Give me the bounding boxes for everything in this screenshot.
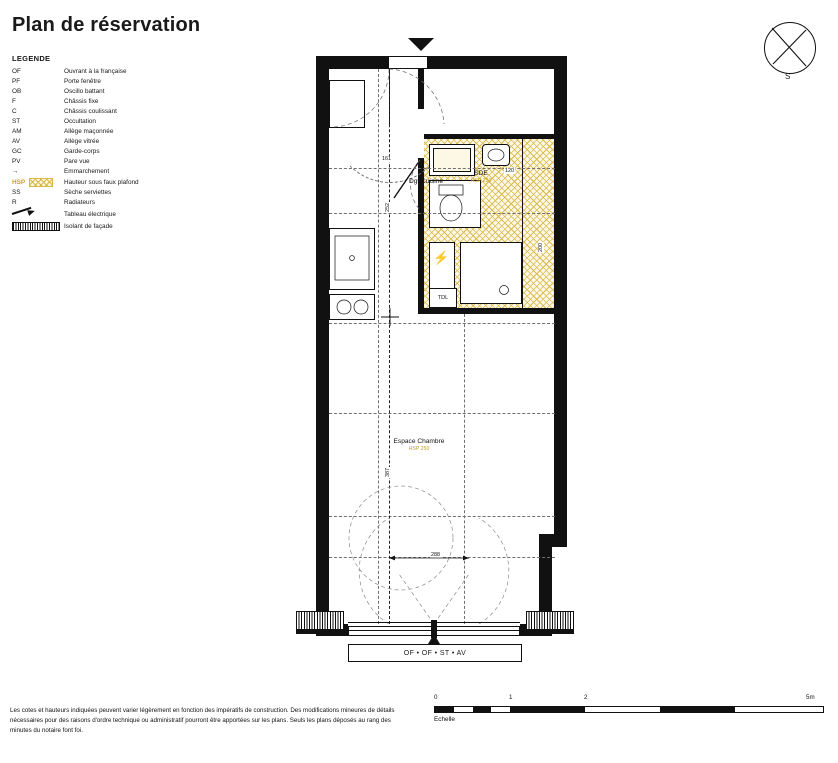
appliance-icon — [460, 242, 522, 304]
legend-desc: Emmarchement — [64, 168, 110, 175]
legend-desc: Oscillo battant — [64, 88, 105, 95]
sde-inner-edge — [522, 139, 523, 308]
legend-panel — [12, 54, 242, 232]
legend-desc: Radiateurs — [64, 199, 95, 207]
legend-row — [12, 208, 239, 221]
legend-row — [12, 147, 239, 157]
footer-note: Les cotes et hauteurs indiquées peuvent varier légèrement en fonction des impératifs de construction. Des modifications mineures de détails nécessaires pour des raisons d'ordre technique ou administratif pourront être apportées sur les plans. Seuls les plans déposés au rang des minutes du notaire font foi. — [10, 707, 395, 735]
room-name: Dgt/Cuisine — [408, 178, 444, 185]
legend-heading: LEGENDE — [12, 54, 51, 63]
legend-code: AM — [12, 128, 22, 135]
sink-icon — [329, 228, 375, 290]
insulation-right — [526, 611, 574, 631]
legend-desc: Allège maçonnée — [64, 128, 114, 135]
room-label-bedroom — [364, 438, 474, 452]
legend-code: SS — [12, 189, 21, 197]
scale-label: Echelle — [434, 716, 455, 723]
dim-387: 387 — [385, 468, 391, 477]
floor-plan — [286, 38, 586, 658]
scale-tick: 2 — [584, 694, 588, 701]
scale-tick: 1 — [509, 694, 513, 701]
dash-line-h-1 — [329, 168, 555, 169]
legend-code: AV — [12, 138, 21, 145]
legend-desc: Garde-corps — [64, 148, 100, 155]
legend-code: HSP — [12, 179, 26, 187]
legend-row — [12, 77, 239, 87]
dash-line-h-4 — [329, 413, 555, 414]
legend-desc: Pare vue — [64, 158, 90, 165]
legend-row — [12, 157, 239, 167]
legend-desc: Châssis coulissant — [64, 108, 117, 115]
legend-row — [12, 87, 239, 97]
room-hsp: HSP 230 — [470, 177, 492, 184]
legend-row — [12, 67, 239, 77]
wc-icon — [436, 184, 466, 224]
legend-row — [12, 167, 239, 177]
tableau-electrique-icon — [12, 209, 38, 217]
axis-cross-icon — [381, 308, 399, 326]
legend-desc: Ouvrant à la française — [64, 68, 127, 75]
electrical-bolt-icon: ⚡ — [433, 250, 450, 265]
entry-arrow-icon — [408, 38, 434, 51]
compass-rose — [760, 18, 822, 80]
legend-desc: Hauteur sous faux plafond — [64, 178, 139, 186]
legend-code: OF — [12, 68, 21, 75]
glazing-swing-arcs-icon — [341, 478, 531, 628]
legend-code: F — [12, 98, 16, 105]
legend-desc: Porte fenêtre — [64, 78, 101, 85]
tdl-box: TDL — [429, 288, 457, 308]
dash-line-h-3 — [329, 323, 555, 324]
legend-row — [12, 221, 239, 232]
dash-line-h-2 — [329, 213, 555, 214]
room-name: SDE — [474, 170, 488, 177]
legend-row — [12, 198, 239, 208]
legend-desc: Allège vitrée — [64, 138, 100, 145]
legend-code: PF — [12, 78, 21, 85]
room-hsp: HSP 250 — [408, 445, 430, 452]
hatch-swatch-icon — [29, 178, 53, 187]
legend-code: PV — [12, 158, 21, 165]
joinery-label: OF • OF • ST • AV — [348, 644, 522, 662]
room-name: Espace Chambre — [393, 438, 445, 445]
emmarchement-arrow-icon: → — [12, 168, 19, 175]
legend-row — [12, 137, 239, 147]
dim-120: 120 — [505, 168, 514, 174]
legend-row — [12, 127, 239, 137]
isolant-facade-icon — [12, 222, 60, 231]
dim-288: 288 — [431, 552, 440, 558]
partition-sde-bottom — [418, 308, 554, 314]
legend-code: R — [12, 199, 17, 207]
legend-desc: Sèche serviettes — [64, 189, 112, 197]
scale-bar-graphic — [434, 706, 824, 713]
legend-row — [12, 177, 239, 188]
insulation-right-base — [526, 629, 574, 634]
scale-tick: 0 — [434, 694, 438, 701]
legend-desc: Isolant de façade — [64, 222, 113, 230]
insulation-left-base — [296, 629, 344, 634]
washbasin-icon — [482, 144, 510, 166]
dim-252: 252 — [385, 203, 391, 212]
wall-right-upper — [554, 56, 567, 546]
legend-desc: Châssis fixe — [64, 98, 99, 105]
legend-code: OB — [12, 88, 22, 95]
legend-desc: Tableau électrique — [64, 210, 116, 218]
cooktop-icon — [329, 294, 375, 320]
legend-row — [12, 117, 239, 127]
legend-code: C — [12, 108, 17, 115]
scale-bar — [434, 694, 824, 723]
scale-ticks — [434, 694, 824, 704]
page-title: Plan de réservation — [12, 14, 201, 36]
compass-south-label: S — [785, 72, 791, 81]
scale-tick: 5m — [806, 694, 815, 701]
legend-code: GC — [12, 148, 22, 155]
entry-door-arc-icon — [326, 66, 456, 166]
legend-code: ST — [12, 118, 21, 125]
dim-161: 161 — [382, 156, 391, 162]
legend-row — [12, 97, 239, 107]
insulation-left — [296, 611, 344, 631]
dim-200: 200 — [538, 243, 544, 252]
compass-needle-icon — [764, 22, 814, 72]
legend-row — [12, 188, 239, 198]
sde-door-icon — [390, 158, 430, 216]
legend-desc: Occultation — [64, 118, 96, 125]
legend-table — [12, 67, 239, 232]
legend-row — [12, 107, 239, 117]
